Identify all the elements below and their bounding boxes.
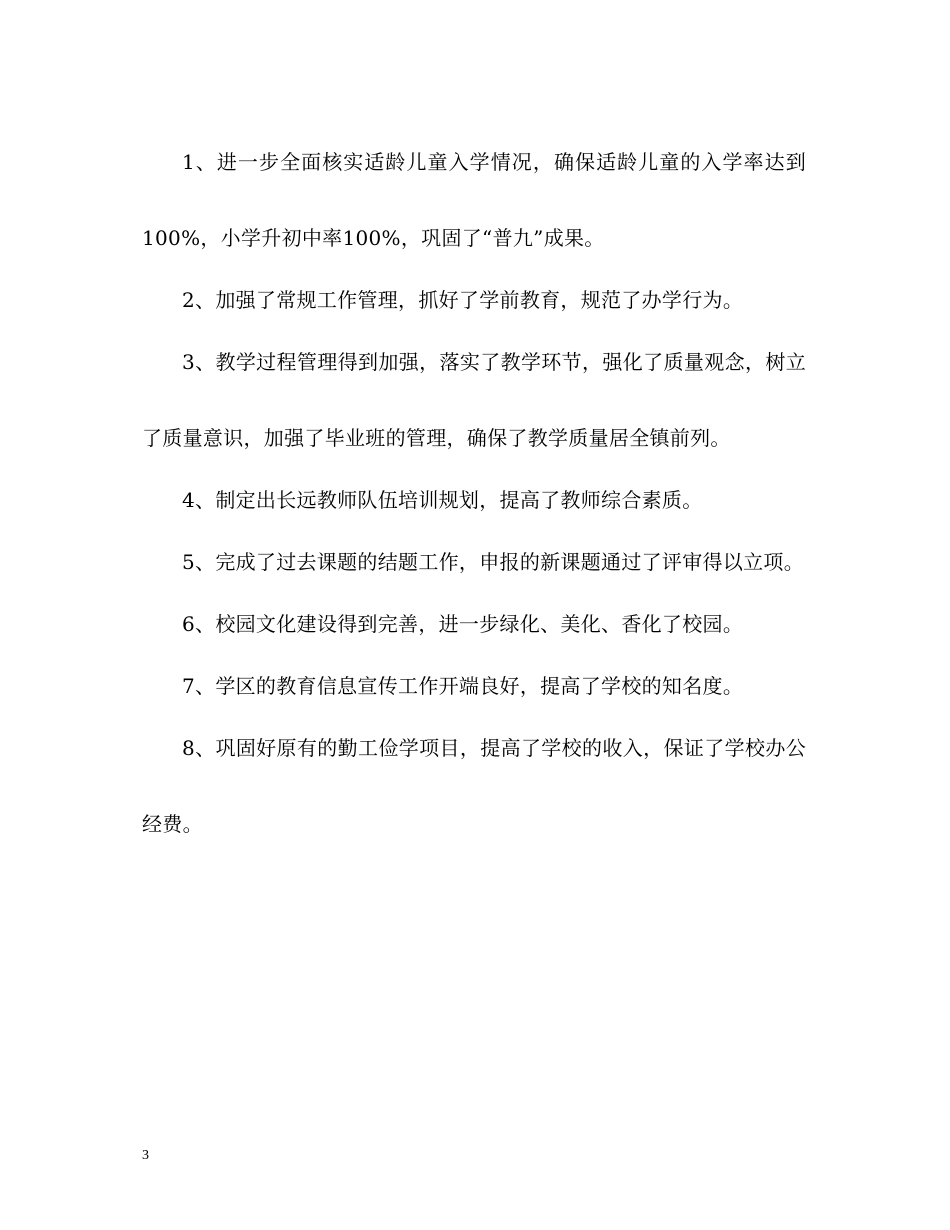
page-number: 3	[142, 1148, 149, 1163]
paragraph-6: 6、校园文化建设得到完善，进一步绿化、美化、香化了校园。	[182, 612, 744, 636]
document-body	[142, 138, 806, 862]
paragraph-5: 5、完成了过去课题的结题工作，申报的新课题通过了评审得以立项。	[182, 550, 805, 574]
paragraph-8: 8、巩固好原有的勤工俭学项目，提高了学校的收入，保证了学校办公经费。	[142, 736, 806, 836]
paragraph-3: 3、教学过程管理得到加强，落实了教学环节，强化了质量观念，树立了质量意识，加强了毕业班的管理，确保了教学质量居全镇前列。	[142, 350, 806, 450]
paragraph-7: 7、学区的教育信息宣传工作开端良好，提高了学校的知名度。	[182, 674, 744, 698]
paragraph-4: 4、制定出长远教师队伍培训规划，提高了教师综合素质。	[182, 488, 703, 512]
paragraph-2: 2、加强了常规工作管理，抓好了学前教育，规范了办学行为。	[182, 288, 744, 312]
paragraph-1: 1、进一步全面核实适龄儿童入学情况，确保适龄儿童的入学率达到100%，小学升初中率100%，巩固了“普九”成果。	[142, 150, 806, 250]
